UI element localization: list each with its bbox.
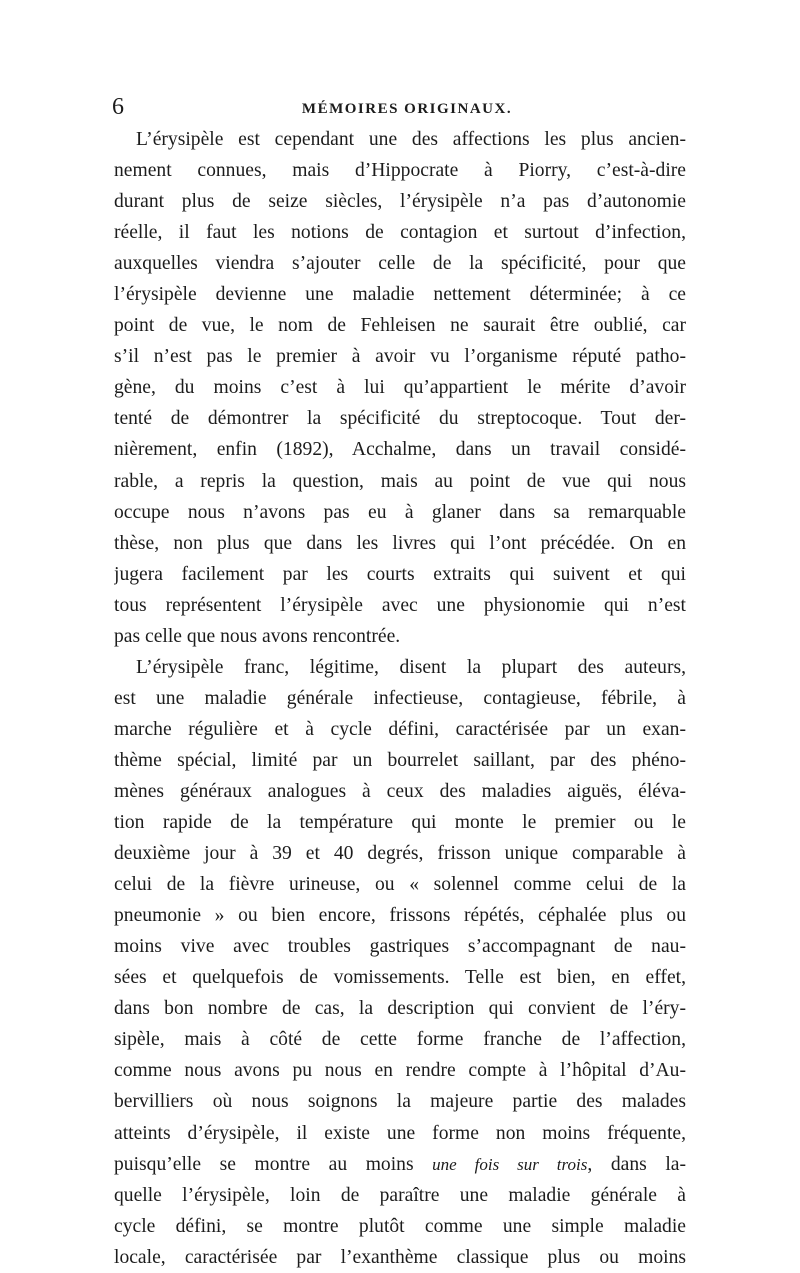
text-line-with-italic	[114, 1149, 686, 1180]
text-line: auxquelles viendra s’ajouter celle de la spécificité, pour que	[114, 253, 686, 275]
text-line: deuxième jour à 39 et 40 degrés, frisson unique comparable à	[114, 843, 686, 865]
running-head	[112, 90, 688, 124]
text-line: point de vue, le nom de Fehleisen ne saurait être oublié, car	[114, 315, 686, 337]
text-line: tion rapide de la température qui monte le premier ou le	[114, 812, 686, 834]
italic-emphasis: une fois sur trois	[432, 1154, 588, 1174]
paragraph-end-line: pas celle que nous avons rencontrée.	[114, 625, 401, 647]
text-line: l’érysipèle devienne une maladie nettement déterminée; à ce	[114, 284, 686, 306]
text-line: cycle défini, se montre plutôt comme une simple maladie	[114, 1215, 686, 1237]
text-line: durant plus de seize siècles, l’érysipèle n’a pas d’autonomie	[114, 191, 686, 213]
text-line: occupe nous n’avons pas eu à glaner dans sa remarquable	[114, 501, 686, 523]
text-line: sipèle, mais à côté de cette forme franche de l’affection,	[114, 1029, 686, 1051]
text-line: celui de la fièvre urineuse, ou « solennel comme celui de la	[114, 874, 686, 896]
text-line: dans bon nombre de cas, la description qui convient de l’éry-	[114, 998, 686, 1020]
text-line: s’il n’est pas le premier à avoir vu l’organisme réputé patho-	[114, 346, 686, 368]
text-segment: , dans la-	[587, 1153, 686, 1175]
text-segment: puisqu’elle se montre au moins	[114, 1153, 414, 1175]
body-text	[114, 124, 686, 1273]
running-title: MÉMOIRES ORIGINAUX.	[301, 101, 513, 117]
text-line: thèse, non plus que dans les livres qui l’ont précédée. On en	[114, 532, 686, 554]
text-line: rable, a repris la question, mais au point de vue qui nous	[114, 470, 686, 492]
text-line: nièrement, enfin (1892), Acchalme, dans un travail considé-	[114, 439, 686, 461]
text-line: jugera facilement par les courts extraits qui suivent et qui	[114, 563, 686, 585]
text-line: locale, caractérisée par l’exanthème classique plus ou moins	[114, 1246, 686, 1268]
text-line: L’érysipèle franc, légitime, disent la plupart des auteurs,	[136, 656, 686, 678]
text-line: quelle l’érysipèle, loin de paraître une maladie générale à	[114, 1184, 686, 1206]
page-number: 6	[112, 94, 124, 120]
text-line: sées et quelquefois de vomissements. Telle est bien, en effet,	[114, 967, 686, 989]
text-line: tenté de démontrer la spécificité du streptocoque. Tout der-	[114, 408, 686, 430]
text-line: L’érysipèle est cependant une des affections les plus ancien-	[136, 129, 686, 150]
text-line: nement connues, mais d’Hippocrate à Piorry, c’est-à-dire	[114, 160, 686, 182]
text-line: bervilliers où nous soignons la majeure partie des malades	[114, 1091, 686, 1113]
text-line: gène, du moins c’est à lui qu’appartient le mérite d’avoir	[114, 377, 686, 399]
text-line: atteints d’érysipèle, il existe une forme non moins fréquente,	[114, 1122, 686, 1144]
text-line: tous représentent l’érysipèle avec une physionomie qui n’est	[114, 594, 686, 616]
text-line: est une maladie générale infectieuse, contagieuse, fébrile, à	[114, 687, 686, 709]
text-line: réelle, il faut les notions de contagion et surtout d’infection,	[114, 222, 686, 244]
text-line: pneumonie » ou bien encore, frissons répétés, céphalée plus ou	[114, 905, 686, 927]
text-line: mènes généraux analogues à ceux des maladies aiguës, éléva-	[114, 780, 686, 802]
text-line: thème spécial, limité par un bourrelet saillant, par des phéno-	[114, 749, 686, 771]
text-line: moins vive avec troubles gastriques s’accompagnant de nau-	[114, 936, 686, 958]
text-line: comme nous avons pu nous en rendre compte à l’hôpital d’Au-	[114, 1060, 686, 1082]
text-line: marche régulière et à cycle défini, caractérisée par un exan-	[114, 718, 686, 740]
